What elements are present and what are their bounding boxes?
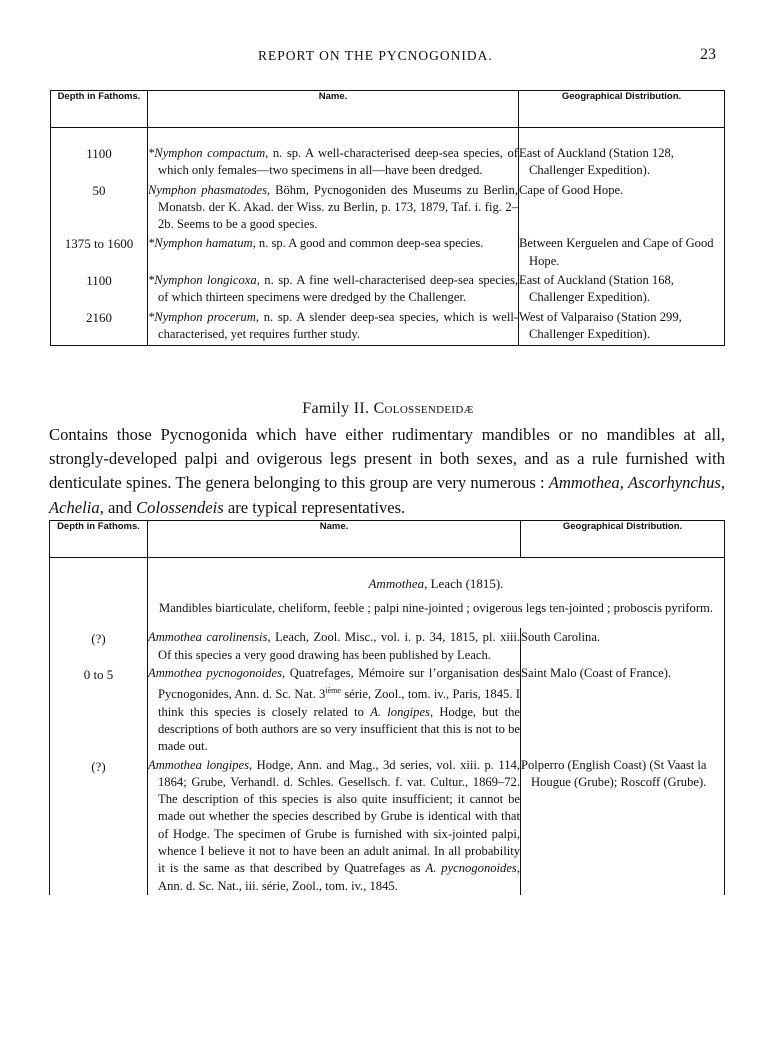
distribution-cell (519, 128, 725, 182)
genus-colossendeis: Colossendeis (136, 497, 224, 517)
table-header (50, 521, 725, 558)
species-name: *Nymphon procerum (148, 309, 256, 324)
name-cell (148, 182, 519, 236)
running-title: REPORT ON THE PYCNOGONIDA. (258, 48, 493, 63)
name-cell (148, 628, 521, 664)
distribution-cell (519, 272, 725, 309)
species-table-ammothea (49, 520, 725, 895)
name-cell (148, 756, 521, 895)
distribution-text: Cape of Good Hope. (519, 182, 624, 197)
genus-row (50, 558, 725, 629)
name-cell (148, 664, 521, 756)
genus-cell (148, 558, 725, 629)
table-row (51, 235, 725, 272)
family-heading-name: Colossendeidæ (373, 400, 474, 417)
genus-achelia: Achelia (49, 497, 100, 517)
col-header-name: Name. (148, 91, 519, 128)
species-note-b: , Ann. d. Sc. Nat., iii. série, Zool., tom. iv., 1845. (158, 861, 520, 893)
distribution-text: East of Auckland (Station 168, Challenger Expedition). (519, 273, 674, 305)
family-heading (0, 400, 776, 418)
species-note: , n. sp. A well-characterised deep-sea species, of which only females—two specimens in all—have been dredged. (158, 146, 518, 178)
species-name: Nymphon phasmatodes (148, 182, 267, 197)
species-note-a: , Hodge, Ann. and Mag., 3d series, vol. xiii. p. 114, 1864; Grube, Verhandl. d. Schles. Gesellsch. f. vat. Cultur., 1869–72. The description of this species is also quite insufficient; it cannot be made out whether the species described by Grube is identical with that of Hodge. The specimen of Grube is furnished with six-jointed palpi, whence I believe it not to have been an adult animal. In all probability it is the same as that described by Quatrefages as (158, 757, 521, 876)
species-note: , n. sp. A good and common deep-sea species. (252, 236, 484, 251)
depth-cell: (?) (50, 756, 148, 895)
species-note-c: , Hodge, but the descriptions of both authors are so very insufficient that this is not to be made out. (158, 704, 520, 754)
distribution-cell (519, 235, 725, 272)
species-note: , n. sp. A slender deep-sea species, which is well-characterised, yet requires further study. (158, 309, 519, 341)
separator: , (720, 473, 725, 493)
family-heading-prefix: Family II. (302, 400, 374, 417)
genus-author: , Leach (1815). (424, 576, 504, 591)
species-reference: A. longipes (370, 704, 430, 719)
separator: , (619, 473, 629, 493)
table-row (51, 128, 725, 182)
col-header-distribution: Geographical Distribution. (521, 521, 725, 558)
species-table-nymphon (50, 90, 725, 346)
name-cell (148, 235, 519, 272)
genus-description: Mandibles biarticulate, cheliform, feeble ; palpi nine-jointed ; ovigerous legs ten-jointed ; proboscis pyriform. (159, 601, 713, 615)
depth-cell: (?) (50, 628, 148, 664)
table-header (51, 91, 725, 128)
distribution-text: Between Kerguelen and Cape of Good Hope. (519, 236, 714, 268)
page-number: 23 (700, 46, 716, 63)
species-name: Ammothea carolinensis (148, 630, 268, 645)
depth-cell: 1100 (51, 272, 148, 309)
distribution-text: Saint Malo (Coast of France). (521, 665, 672, 680)
depth-cell: 1375 to 1600 (51, 235, 148, 272)
distribution-cell (519, 182, 725, 236)
species-name: *Nymphon hamatum (148, 236, 253, 251)
depth-cell: 0 to 5 (50, 664, 148, 756)
col-header-depth: Depth in Fathoms. (50, 521, 148, 558)
table-row (50, 664, 725, 756)
name-cell (148, 272, 519, 309)
species-name: Ammothea longipes (148, 757, 250, 772)
genus-ammothea: Ammothea (548, 473, 620, 493)
table-row (50, 756, 725, 895)
separator: , and (99, 497, 137, 517)
family-description-end: are typical representatives. (223, 497, 406, 517)
family-description-text: Contains those Pycnogonida which have either rudimentary mandibles or no mandibles at all, strongly-developed palpi and ovigerous legs present in both sexes, and as a rule furnished with denticulate spines. The genera belonging to this group are very numerous : (49, 425, 725, 493)
species-name: *Nymphon longicoxa (148, 273, 257, 288)
distribution-cell (519, 309, 725, 346)
col-header-name: Name. (148, 521, 521, 558)
distribution-text: South Carolina. (521, 630, 601, 645)
name-cell (148, 128, 519, 182)
table-row (51, 182, 725, 236)
family-description (49, 423, 725, 520)
species-reference: A. pycnogonoides (425, 861, 517, 876)
species-note-b: série, Zool., tom. iv., Paris, 1845. I think this species is closely related to (158, 687, 520, 719)
distribution-cell (521, 628, 725, 664)
distribution-cell (521, 664, 725, 756)
genus-heading (148, 558, 724, 597)
table-row (50, 628, 725, 664)
species-note: , Böhm, Pycnogoniden des Museums zu Berlin, Monatsb. der K. Akad. der Wiss. zu Berlin, p. 173, 1879, Taf. i. fig. 2–2b. Seems to be a good species. (158, 182, 518, 232)
depth-cell: 2160 (51, 309, 148, 346)
col-header-distribution: Geographical Distribution. (519, 91, 725, 128)
running-head (0, 46, 776, 68)
name-cell (148, 309, 519, 346)
empty-depth-cell (50, 558, 148, 629)
depth-cell: 50 (51, 182, 148, 236)
genus-name: Ammothea (368, 576, 425, 591)
genus-ascorhynchus: Ascorhynchus (628, 473, 721, 493)
table-row (51, 272, 725, 309)
distribution-cell (521, 756, 725, 895)
superscript: ième (325, 686, 341, 696)
species-name: *Nymphon compactum (148, 146, 266, 160)
species-name: Ammothea pycnogonoides (148, 665, 282, 680)
species-note: , Leach, Zool. Misc., vol. i. p. 34, 1815, pl. xiii. Of this species a very good drawing has been published by Leach. (158, 630, 521, 662)
col-header-depth: Depth in Fathoms. (51, 91, 148, 128)
species-note: , n. sp. A fine well-characterised deep-sea species, of which thirteen specimens were dredged by the Challenger. (158, 273, 518, 305)
species-note-a: , Quatrefages, Mémoire sur l’organisation des Pycnogonides, Ann. d. Sc. Nat. 3 (158, 665, 521, 702)
distribution-text: West of Valparaiso (Station 299, Challenger Expedition). (519, 309, 682, 341)
distribution-text: Polperro (English Coast) (St Vaast la Hougue (Grube); Roscoff (Grube). (521, 757, 707, 789)
table-row (51, 309, 725, 346)
distribution-text: East of Auckland (Station 128, Challenger Expedition). (519, 146, 674, 178)
depth-cell: 1100 (51, 128, 148, 182)
